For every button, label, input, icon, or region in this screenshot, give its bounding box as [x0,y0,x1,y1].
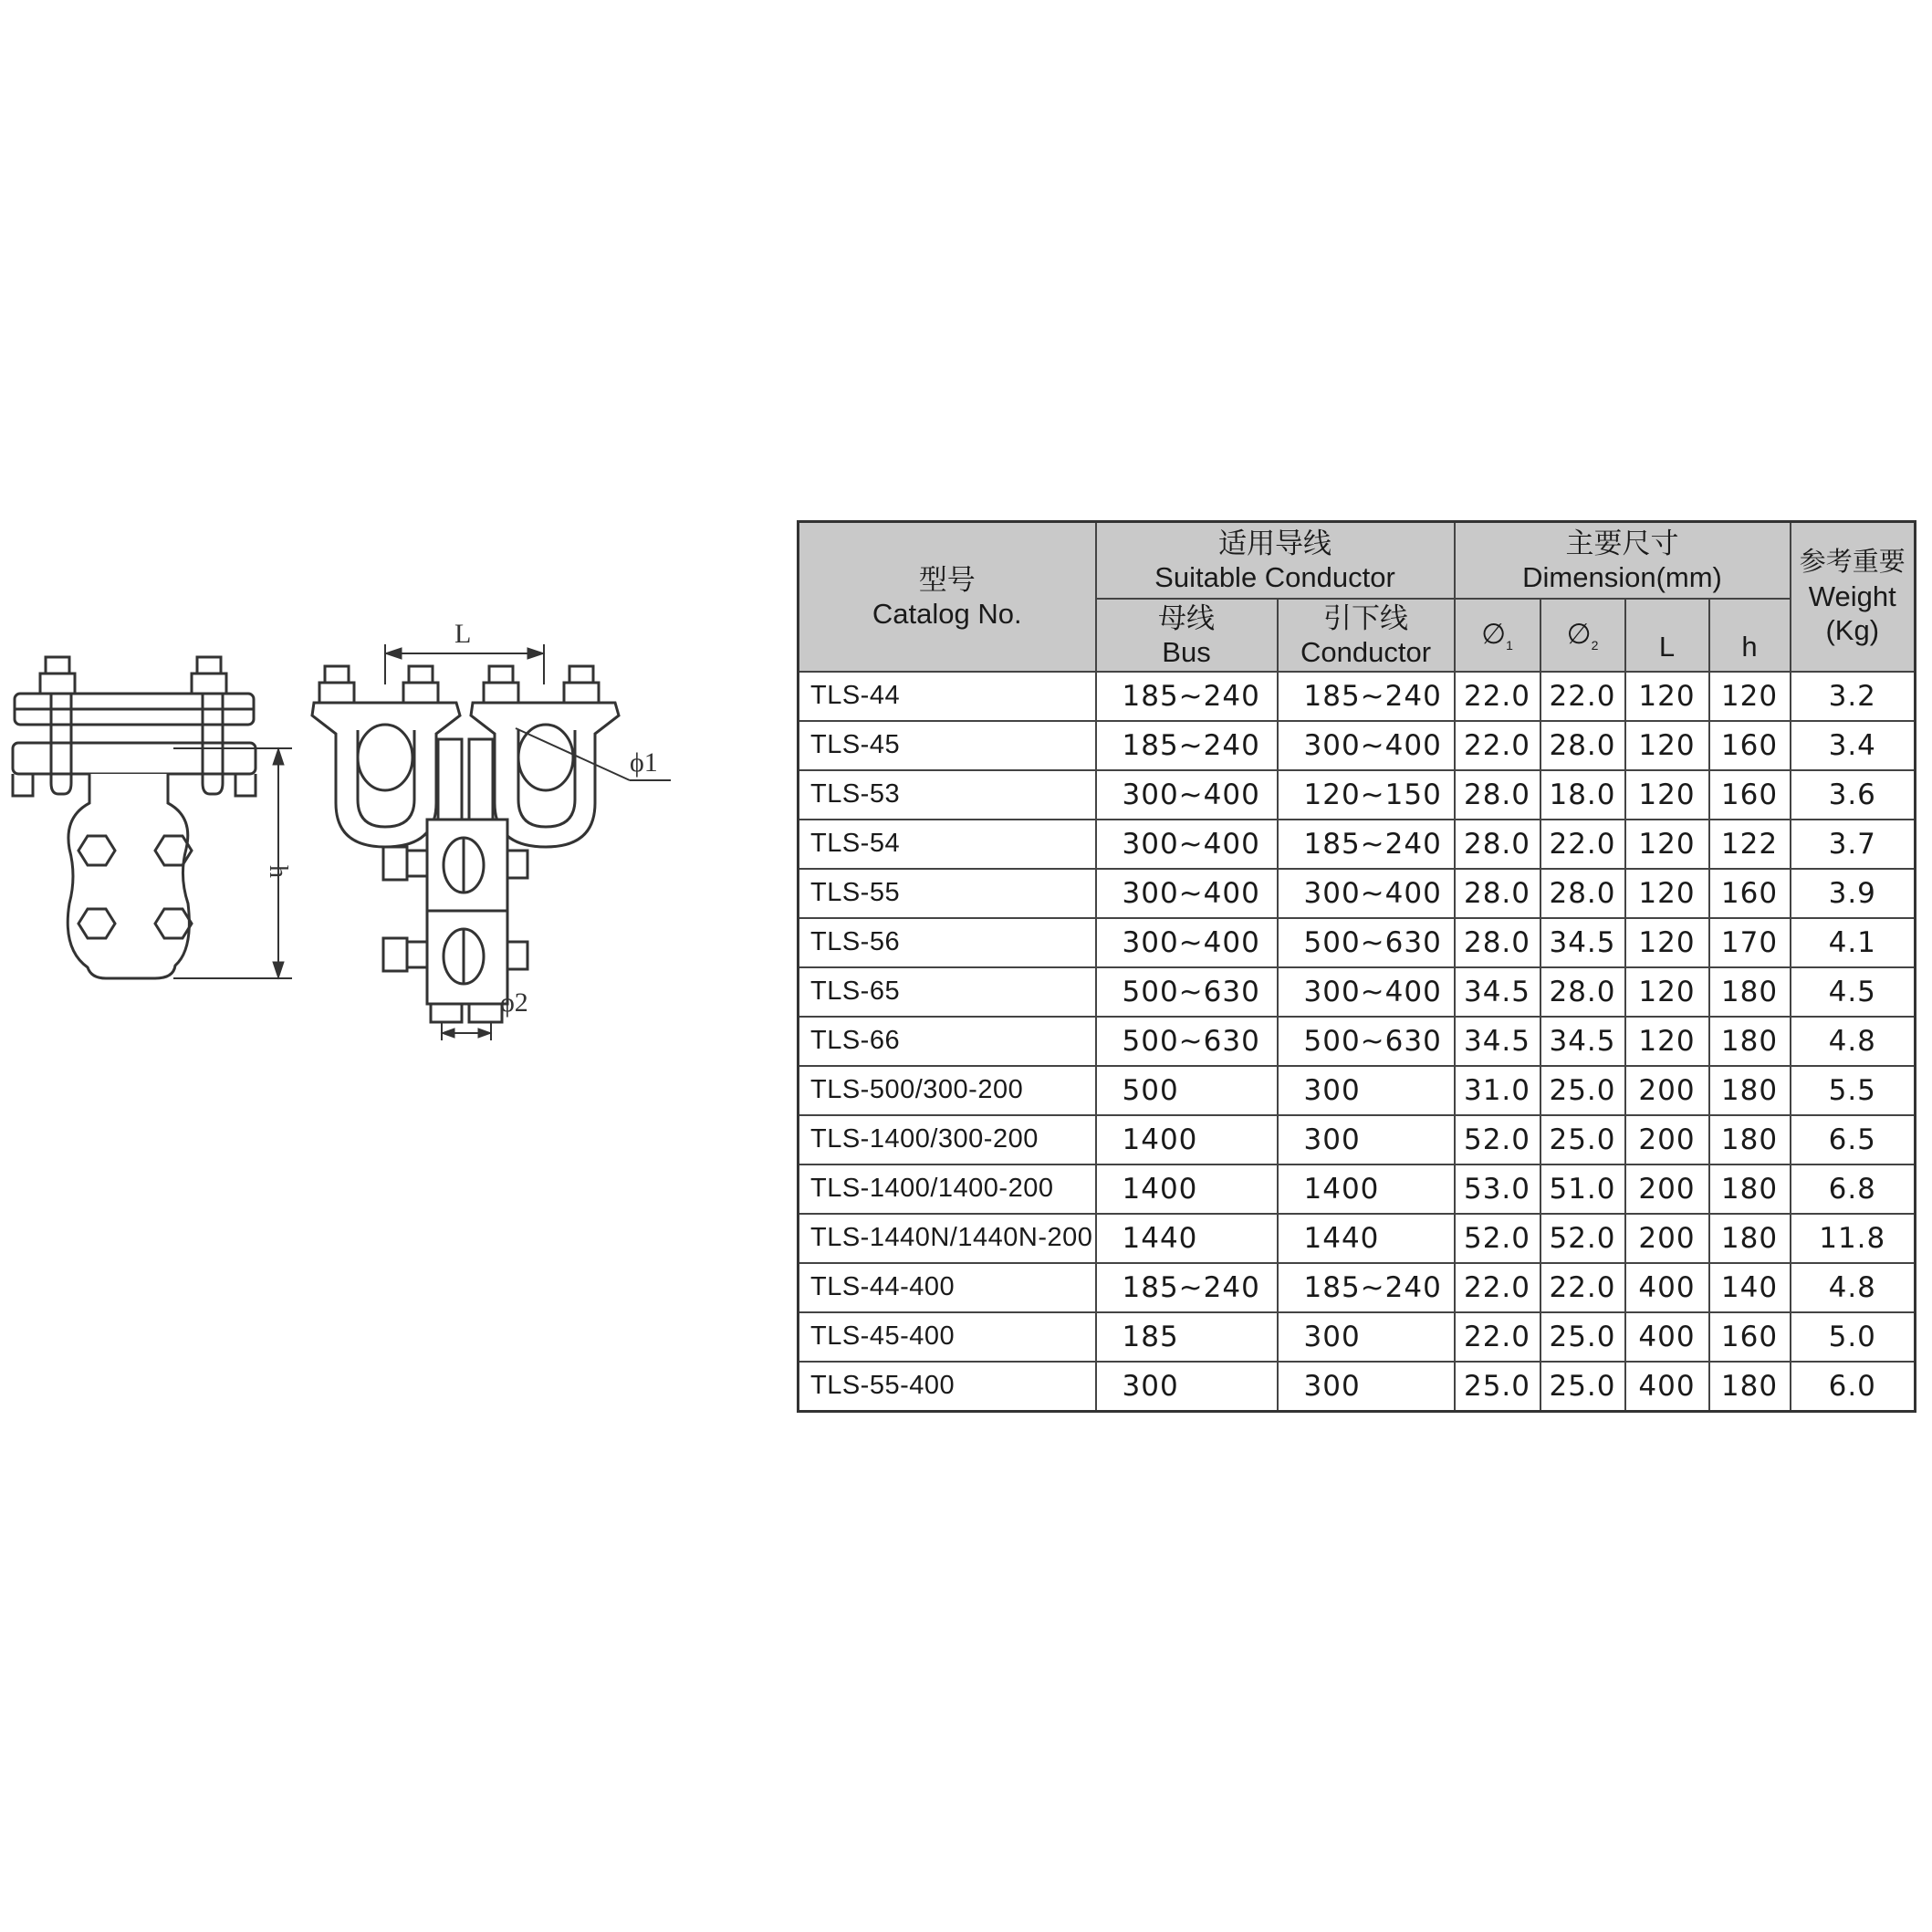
L-cell: 120 [1625,721,1709,770]
conductor-cell: 500~630 [1278,1017,1455,1066]
weight-cell: 3.6 [1791,770,1916,820]
table-row [799,1312,1916,1362]
weight-cell: 6.0 [1791,1362,1916,1412]
L-cell: 120 [1625,770,1709,820]
header-weight: 参考重要 Weight (Kg) [1791,522,1916,672]
catalog-cell: TLS-44-400 [799,1263,1096,1312]
d1-cell: 28.0 [1455,820,1540,869]
conductor-cell: 500~630 [1278,918,1455,967]
d1-cell: 52.0 [1455,1214,1540,1263]
bus-cell: 300 [1096,1362,1278,1412]
h-cell: 160 [1709,1312,1791,1362]
d1-cell: 52.0 [1455,1115,1540,1164]
bus-cell: 300~400 [1096,918,1278,967]
h-cell: 180 [1709,1115,1791,1164]
L-cell: 200 [1625,1164,1709,1214]
d1-cell: 22.0 [1455,1263,1540,1312]
conductor-cell: 300~400 [1278,869,1455,918]
bus-cell: 300~400 [1096,820,1278,869]
weight-cell: 6.5 [1791,1115,1916,1164]
d2-cell: 28.0 [1540,967,1625,1017]
table-row [799,1017,1916,1066]
d1-cell: 22.0 [1455,721,1540,770]
L-cell: 120 [1625,820,1709,869]
h-cell: 180 [1709,1066,1791,1115]
h-cell: 160 [1709,770,1791,820]
L-cell: 200 [1625,1115,1709,1164]
L-cell: 400 [1625,1362,1709,1412]
h-cell: 140 [1709,1263,1791,1312]
conductor-cell: 120~150 [1278,770,1455,820]
catalog-cell: TLS-55 [799,869,1096,918]
d1-cell: 25.0 [1455,1362,1540,1412]
header-catalog: 型号 Catalog No. [799,522,1096,672]
catalog-cell: TLS-66 [799,1017,1096,1066]
bus-cell: 185~240 [1096,1263,1278,1312]
d2-cell: 28.0 [1540,869,1625,918]
h-cell: 180 [1709,1362,1791,1412]
catalog-cell: TLS-45-400 [799,1312,1096,1362]
weight-cell: 4.5 [1791,967,1916,1017]
catalog-cell: TLS-53 [799,770,1096,820]
conductor-cell: 185~240 [1278,1263,1455,1312]
spec-table-body [799,672,1916,1412]
header-conductor: 引下线 Conductor [1278,599,1455,672]
L-cell: 120 [1625,967,1709,1017]
catalog-cell: TLS-500/300-200 [799,1066,1096,1115]
weight-cell: 4.8 [1791,1017,1916,1066]
side-view [13,657,292,978]
bus-cell: 1440 [1096,1214,1278,1263]
d2-cell: 22.0 [1540,672,1625,721]
L-cell: 200 [1625,1066,1709,1115]
d2-cell: 22.0 [1540,820,1625,869]
d1-cell: 28.0 [1455,770,1540,820]
weight-cell: 11.8 [1791,1214,1916,1263]
header-h: h [1709,599,1791,672]
weight-cell: 3.4 [1791,721,1916,770]
bus-cell: 500~630 [1096,1017,1278,1066]
weight-cell: 3.2 [1791,672,1916,721]
d2-cell: 25.0 [1540,1362,1625,1412]
L-cell: 120 [1625,1017,1709,1066]
header-suitable-conductor: 适用导线 Suitable Conductor [1096,522,1455,599]
catalog-cell: TLS-1400/1400-200 [799,1164,1096,1214]
h-cell: 180 [1709,967,1791,1017]
table-row [799,672,1916,721]
h-cell: 120 [1709,672,1791,721]
d1-cell: 34.5 [1455,1017,1540,1066]
conductor-cell: 1400 [1278,1164,1455,1214]
catalog-cell: TLS-65 [799,967,1096,1017]
bus-cell: 300~400 [1096,770,1278,820]
catalog-cell: TLS-54 [799,820,1096,869]
L-cell: 120 [1625,918,1709,967]
d1-cell: 22.0 [1455,672,1540,721]
d1-cell: 28.0 [1455,869,1540,918]
catalog-cell: TLS-1440N/1440N-200 [799,1214,1096,1263]
catalog-cell: TLS-44 [799,672,1096,721]
conductor-cell: 185~240 [1278,672,1455,721]
conductor-cell: 1440 [1278,1214,1455,1263]
d2-cell: 51.0 [1540,1164,1625,1214]
weight-cell: 4.8 [1791,1263,1916,1312]
d2-cell: 34.5 [1540,918,1625,967]
table-row [799,770,1916,820]
table-row [799,1164,1916,1214]
table-row [799,967,1916,1017]
d1-cell: 31.0 [1455,1066,1540,1115]
table-row [799,1066,1916,1115]
catalog-cell: TLS-56 [799,918,1096,967]
d2-cell: 25.0 [1540,1115,1625,1164]
d2-cell: 52.0 [1540,1214,1625,1263]
d2-cell: 28.0 [1540,721,1625,770]
drawing-label-phi2: ϕ2 [500,987,528,1018]
weight-cell: 4.1 [1791,918,1916,967]
conductor-cell: 300 [1278,1066,1455,1115]
weight-cell: 6.8 [1791,1164,1916,1214]
h-cell: 170 [1709,918,1791,967]
d1-cell: 22.0 [1455,1312,1540,1362]
h-cell: 180 [1709,1164,1791,1214]
L-cell: 400 [1625,1312,1709,1362]
table-row [799,1362,1916,1412]
h-cell: 180 [1709,1017,1791,1066]
catalog-cell: TLS-1400/300-200 [799,1115,1096,1164]
L-cell: 120 [1625,672,1709,721]
bus-cell: 185~240 [1096,721,1278,770]
table-row [799,869,1916,918]
weight-cell: 3.9 [1791,869,1916,918]
conductor-cell: 300 [1278,1115,1455,1164]
header-dimension: 主要尺寸 Dimension(mm) [1455,522,1791,599]
conductor-cell: 300~400 [1278,967,1455,1017]
bus-cell: 500 [1096,1066,1278,1115]
bus-cell: 1400 [1096,1115,1278,1164]
d2-cell: 18.0 [1540,770,1625,820]
d1-cell: 28.0 [1455,918,1540,967]
catalog-cell: TLS-45 [799,721,1096,770]
d1-cell: 53.0 [1455,1164,1540,1214]
conductor-cell: 185~240 [1278,820,1455,869]
table-row [799,1115,1916,1164]
h-cell: 122 [1709,820,1791,869]
h-cell: 160 [1709,869,1791,918]
table-row [799,721,1916,770]
header-d1: $\emptyset_1$ [1455,599,1540,672]
d2-cell: 22.0 [1540,1263,1625,1312]
bus-cell: 500~630 [1096,967,1278,1017]
weight-cell: 3.7 [1791,820,1916,869]
weight-cell: 5.0 [1791,1312,1916,1362]
h-cell: 180 [1709,1214,1791,1263]
conductor-cell: 300~400 [1278,721,1455,770]
conductor-cell: 300 [1278,1312,1455,1362]
table-row [799,1214,1916,1263]
bus-cell: 185 [1096,1312,1278,1362]
L-cell: 120 [1625,869,1709,918]
weight-cell: 5.5 [1791,1066,1916,1115]
spec-table [797,520,1916,1413]
header-d2: $\emptyset_2$ [1540,599,1625,672]
d2-cell: 25.0 [1540,1066,1625,1115]
table-row [799,1263,1916,1312]
table-row [799,820,1916,869]
drawing-label-phi1: ϕ1 [630,747,658,778]
table-row [799,918,1916,967]
bus-cell: 1400 [1096,1164,1278,1214]
bus-cell: 300~400 [1096,869,1278,918]
d2-cell: 34.5 [1540,1017,1625,1066]
h-cell: 160 [1709,721,1791,770]
L-cell: 400 [1625,1263,1709,1312]
d2-cell: 25.0 [1540,1312,1625,1362]
catalog-cell: TLS-55-400 [799,1362,1096,1412]
conductor-cell: 300 [1278,1362,1455,1412]
drawing-label-h: h [264,865,292,878]
front-view [312,644,671,1040]
clamp-technical-drawing [0,621,694,1059]
L-cell: 200 [1625,1214,1709,1263]
header-L: L [1625,599,1709,672]
d1-cell: 34.5 [1455,967,1540,1017]
drawing-label-L: L [454,621,472,649]
bus-cell: 185~240 [1096,672,1278,721]
header-bus: 母线 Bus [1096,599,1278,672]
